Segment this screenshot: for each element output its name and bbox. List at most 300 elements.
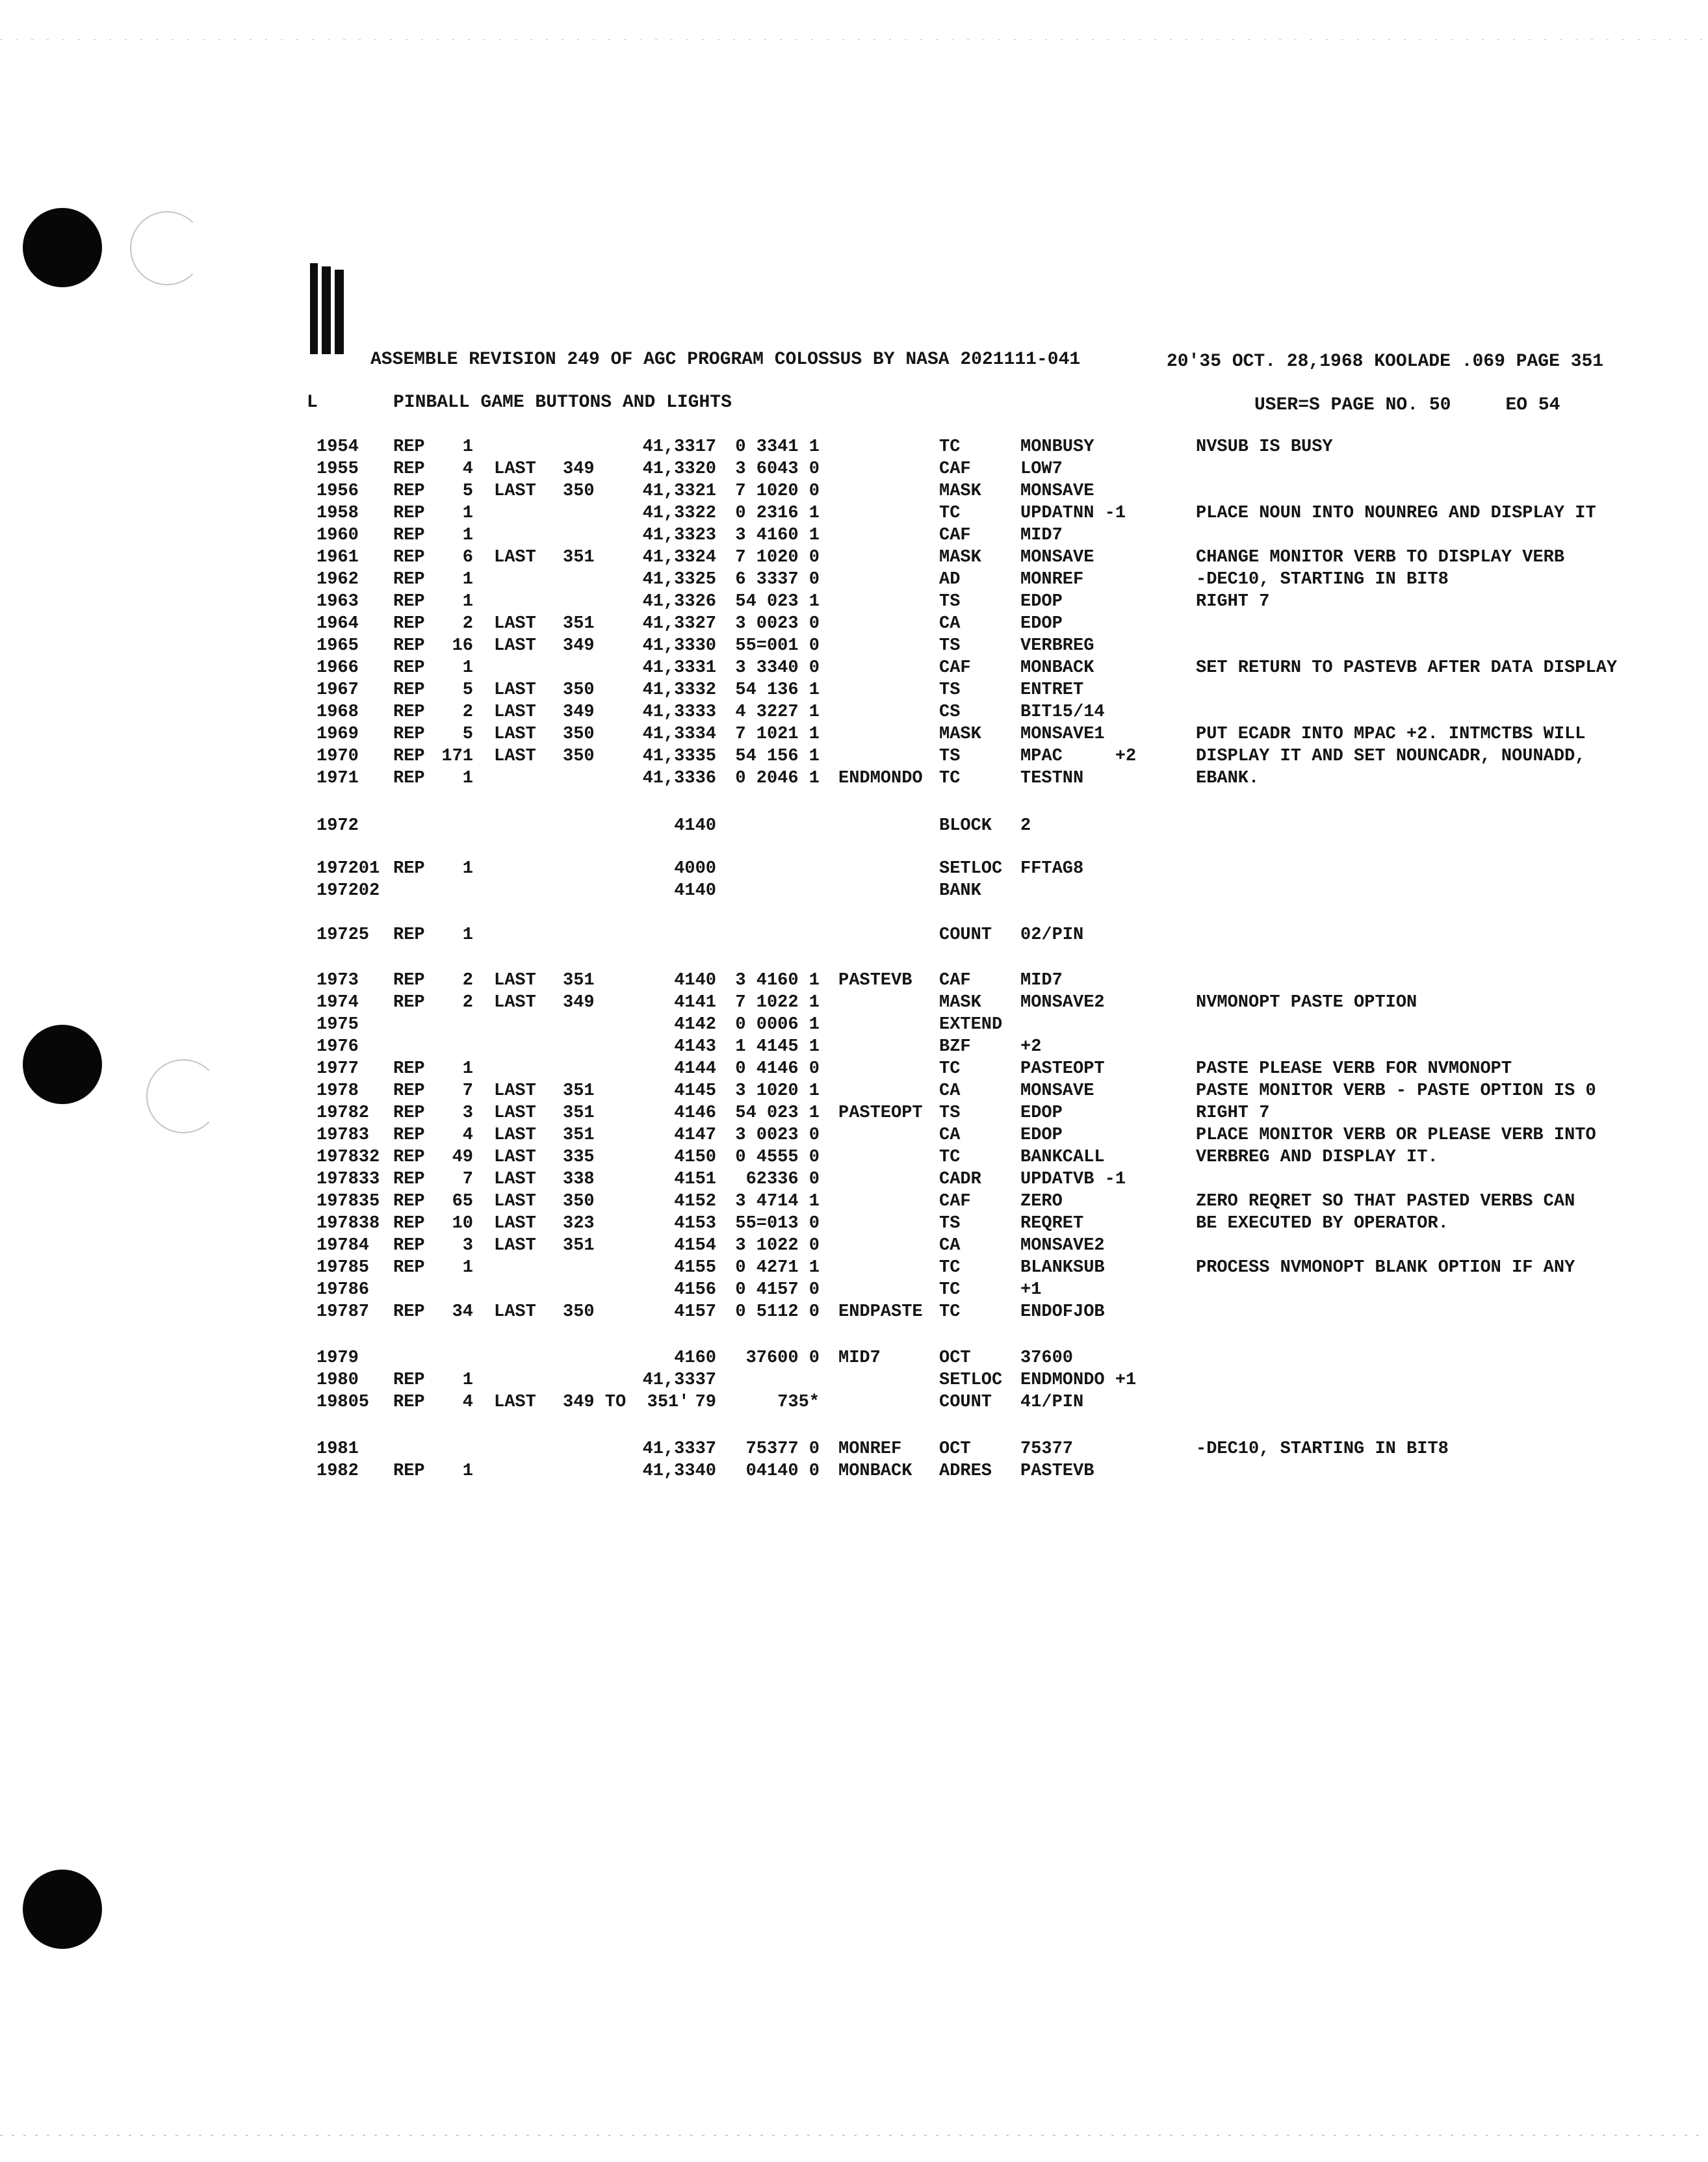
row-rep: REP [393, 548, 425, 567]
row-arg: ENDMONDO +1 [1020, 1371, 1137, 1390]
row-addr: 4157 [674, 1302, 716, 1322]
row-cnt: 1 [462, 1461, 473, 1481]
row-cmt: PASTE MONITOR VERB - PASTE OPTION IS 0 [1196, 1081, 1596, 1101]
row-code: 04140 0 [745, 1461, 820, 1481]
listing-row [0, 925, 1708, 947]
listing-row [0, 1170, 1708, 1192]
row-last: LAST [494, 993, 536, 1012]
row-arg: BLANKSUB [1020, 1258, 1105, 1278]
row-rep: REP [393, 636, 425, 656]
row-op: CAF [939, 459, 971, 479]
row-addr: 4142 [674, 1015, 716, 1035]
row-op: OCT [939, 1439, 971, 1459]
row-code: 735* [777, 1393, 820, 1412]
row-seq: 19785 [317, 1258, 370, 1278]
row-seq: 1965 [317, 636, 359, 656]
row-cnt: 4 [462, 1393, 473, 1412]
listing-row [0, 1258, 1708, 1280]
row-from: 350 [563, 680, 595, 700]
header-bar [310, 263, 318, 354]
row-cnt: 1 [462, 504, 473, 523]
row-last: LAST [494, 1126, 536, 1145]
listing-row [0, 1461, 1708, 1484]
row-op: MASK [939, 993, 981, 1012]
row-op: TS [939, 636, 961, 656]
row-from: 351 [563, 1236, 595, 1255]
row-addr: 4150 [674, 1148, 716, 1167]
row-last: LAST [494, 1170, 536, 1189]
row-cmt: PASTE PLEASE VERB FOR NVMONOPT [1196, 1059, 1512, 1079]
row-seq: 1971 [317, 769, 359, 788]
row-seq: 1973 [317, 971, 359, 990]
row-code: 0 2046 1 [735, 769, 820, 788]
row-cmt: RIGHT 7 [1196, 1103, 1270, 1123]
row-op: BLOCK [939, 816, 992, 836]
row-code: 3 0023 0 [735, 1126, 820, 1145]
row-arg: MONBUSY [1020, 437, 1094, 457]
row-arg: REQRET [1020, 1214, 1084, 1233]
row-arg: PASTEVB [1020, 1461, 1094, 1481]
row-code: 75377 0 [745, 1439, 820, 1459]
row-rep: REP [393, 702, 425, 722]
listing-row [0, 1371, 1708, 1393]
row-rep: REP [393, 859, 425, 879]
row-cmt: NVMONOPT PASTE OPTION [1196, 993, 1417, 1012]
row-cnt: 7 [462, 1081, 473, 1101]
listing-row [0, 1439, 1708, 1461]
row-op: TC [939, 769, 961, 788]
row-addr: 4160 [674, 1348, 716, 1368]
row-last: LAST [494, 725, 536, 744]
row-rep: REP [393, 680, 425, 700]
scan-edge-top [0, 39, 1708, 40]
row-cmt: -DEC10, STARTING IN BIT8 [1196, 570, 1449, 589]
row-rep: REP [393, 482, 425, 501]
row-cnt: 4 [462, 459, 473, 479]
row-arg: 02/PIN [1020, 925, 1084, 945]
row-seq: 1980 [317, 1371, 359, 1390]
listing-row [0, 636, 1708, 658]
assembly-timestamp: 20'35 OCT. 28,1968 KOOLADE .069 PAGE 351 [1167, 352, 1604, 372]
row-from: 349 [563, 636, 595, 656]
listing-row [0, 437, 1708, 459]
row-seq: 19782 [317, 1103, 370, 1123]
row-cnt: 6 [462, 548, 473, 567]
row-addr: 4155 [674, 1258, 716, 1278]
row-seq: 1982 [317, 1461, 359, 1481]
row-cmt: PUT ECADR INTO MPAC +2. INTMCTBS WILL [1196, 725, 1586, 744]
row-op: SETLOC [939, 859, 1003, 879]
row-arg: +1 [1020, 1280, 1042, 1300]
listing-row [0, 459, 1708, 482]
row-cnt: 5 [462, 482, 473, 501]
row-arg: BANKCALL [1020, 1148, 1105, 1167]
row-label: MONREF [838, 1439, 902, 1459]
row-arg: MONSAVE [1020, 548, 1094, 567]
row-code: 7 1020 0 [735, 482, 820, 501]
row-arg: 37600 [1020, 1348, 1074, 1368]
row-code: 3 0023 0 [735, 614, 820, 634]
row-label: PASTEOPT [838, 1103, 923, 1123]
row-seq: 19805 [317, 1393, 370, 1412]
row-op: TS [939, 1214, 961, 1233]
listing-row [0, 570, 1708, 592]
row-rep: REP [393, 526, 425, 545]
row-addr: 4153 [674, 1214, 716, 1233]
row-seq: 1970 [317, 747, 359, 766]
row-rep: REP [393, 592, 425, 611]
row-last: LAST [494, 1393, 536, 1412]
row-code: 3 6043 0 [735, 459, 820, 479]
row-arg: MONSAVE2 [1020, 993, 1105, 1012]
row-cnt: 34 [452, 1302, 473, 1322]
row-seq: 197201 [317, 859, 380, 879]
row-op: MASK [939, 482, 981, 501]
row-cnt: 65 [452, 1192, 473, 1211]
row-code: 7 1020 0 [735, 548, 820, 567]
row-seq: 1969 [317, 725, 359, 744]
row-from: 349 TO 351' [563, 1393, 690, 1412]
row-addr: 41,3317 [642, 437, 716, 457]
row-arg: EDOP [1020, 1103, 1063, 1123]
row-last: LAST [494, 1236, 536, 1255]
row-rep: REP [393, 1393, 425, 1412]
listing-row [0, 482, 1708, 504]
row-op: BZF [939, 1037, 971, 1057]
row-cnt: 2 [462, 971, 473, 990]
row-op: CAF [939, 658, 971, 678]
row-seq: 1958 [317, 504, 359, 523]
row-addr: 4151 [674, 1170, 716, 1189]
row-code: 54 023 1 [735, 1103, 820, 1123]
row-cmt: PLACE MONITOR VERB OR PLEASE VERB INTO [1196, 1126, 1596, 1145]
row-seq: 1963 [317, 592, 359, 611]
row-seq: 1962 [317, 570, 359, 589]
row-cmt: VERBREG AND DISPLAY IT. [1196, 1148, 1438, 1167]
row-arg: UPDATVB -1 [1020, 1170, 1126, 1189]
row-code: 0 5112 0 [735, 1302, 820, 1322]
row-rep: REP [393, 1236, 425, 1255]
row-seq: 19725 [317, 925, 370, 945]
row-rep: REP [393, 971, 425, 990]
row-addr: 4000 [674, 859, 716, 879]
listing-row [0, 1393, 1708, 1415]
row-code: 3 4160 1 [735, 971, 820, 990]
row-arg: ZERO [1020, 1192, 1063, 1211]
row-arg: EDOP [1020, 592, 1063, 611]
row-addr: 41,3333 [642, 702, 716, 722]
row-from: 338 [563, 1170, 595, 1189]
row-cmt: PROCESS NVMONOPT BLANK OPTION IF ANY [1196, 1258, 1575, 1278]
row-from: 350 [563, 725, 595, 744]
row-arg: MONREF [1020, 570, 1084, 589]
row-arg: VERBREG [1020, 636, 1094, 656]
listing-row [0, 1214, 1708, 1236]
row-arg: BIT15/14 [1020, 702, 1105, 722]
row-last: LAST [494, 1081, 536, 1101]
row-cnt: 4 [462, 1126, 473, 1145]
row-addr: 41,3334 [642, 725, 716, 744]
row-code: 3 4714 1 [735, 1192, 820, 1211]
listing-row [0, 859, 1708, 881]
row-code: 54 023 1 [735, 592, 820, 611]
row-op: TC [939, 1148, 961, 1167]
row-addr: 41,3327 [642, 614, 716, 634]
row-op: CAF [939, 526, 971, 545]
row-label: ENDMONDO [838, 769, 923, 788]
row-op: MASK [939, 725, 981, 744]
row-rep: REP [393, 1126, 425, 1145]
row-rep: REP [393, 1258, 425, 1278]
row-arg: MONSAVE [1020, 1081, 1094, 1101]
row-cnt: 2 [462, 614, 473, 634]
row-cnt: 171 [441, 747, 473, 766]
listing-row [0, 1192, 1708, 1214]
row-from: 351 [563, 1126, 595, 1145]
row-op: CA [939, 1081, 961, 1101]
row-addr: 41,3320 [642, 459, 716, 479]
row-cnt: 3 [462, 1103, 473, 1123]
binder-ring-top [130, 211, 204, 285]
row-addr: 41,3332 [642, 680, 716, 700]
row-cnt: 5 [462, 680, 473, 700]
row-cnt: 1 [462, 859, 473, 879]
row-cnt: 2 [462, 993, 473, 1012]
listing-row [0, 971, 1708, 993]
row-seq: 1954 [317, 437, 359, 457]
row-seq: 1955 [317, 459, 359, 479]
row-arg: EDOP [1020, 1126, 1063, 1145]
listing-row [0, 1037, 1708, 1059]
row-rep: REP [393, 658, 425, 678]
row-seq: 19786 [317, 1280, 370, 1300]
row-cmt: ZERO REQRET SO THAT PASTED VERBS CAN [1196, 1192, 1575, 1211]
row-code: 0 2316 1 [735, 504, 820, 523]
listing-row [0, 1302, 1708, 1324]
row-rep: REP [393, 769, 425, 788]
row-addr: 4156 [674, 1280, 716, 1300]
row-seq: 197838 [317, 1214, 380, 1233]
row-from: 351 [563, 614, 595, 634]
listing-type: L [307, 393, 318, 413]
row-label: ENDPASTE [838, 1302, 923, 1322]
row-op: CAF [939, 971, 971, 990]
row-arg: PASTEOPT [1020, 1059, 1105, 1079]
row-addr: 41,3321 [642, 482, 716, 501]
listing-row [0, 1015, 1708, 1037]
row-last: LAST [494, 614, 536, 634]
row-code: 4 3227 1 [735, 702, 820, 722]
row-seq: 197833 [317, 1170, 380, 1189]
row-cnt: 1 [462, 570, 473, 589]
row-code: 3 1020 1 [735, 1081, 820, 1101]
listing-row [0, 1348, 1708, 1371]
row-code: 54 136 1 [735, 680, 820, 700]
row-last: LAST [494, 1148, 536, 1167]
row-op: TC [939, 1258, 961, 1278]
row-addr: 41,3337 [642, 1371, 716, 1390]
row-seq: 1964 [317, 614, 359, 634]
row-seq: 19784 [317, 1236, 370, 1255]
row-cnt: 49 [452, 1148, 473, 1167]
listing-row [0, 702, 1708, 725]
row-seq: 197202 [317, 881, 380, 901]
row-cmt: EBANK. [1196, 769, 1260, 788]
row-addr: 4144 [674, 1059, 716, 1079]
row-cnt: 16 [452, 636, 473, 656]
row-from: 351 [563, 1103, 595, 1123]
row-arg: FFTAG8 [1020, 859, 1084, 879]
row-op: TC [939, 1059, 961, 1079]
row-rep: REP [393, 1371, 425, 1390]
row-arg: MONSAVE [1020, 482, 1094, 501]
row-seq: 19783 [317, 1126, 370, 1145]
listing-row [0, 725, 1708, 747]
row-seq: 1966 [317, 658, 359, 678]
row-op: TS [939, 592, 961, 611]
row-cmt: CHANGE MONITOR VERB TO DISPLAY VERB [1196, 548, 1565, 567]
row-arg: 2 [1020, 816, 1031, 836]
row-from: 351 [563, 971, 595, 990]
row-addr: 41,3322 [642, 504, 716, 523]
row-last: LAST [494, 702, 536, 722]
row-seq: 1976 [317, 1037, 359, 1057]
row-seq: 1961 [317, 548, 359, 567]
row-arg: ENDOFJOB [1020, 1302, 1105, 1322]
user-page-number: USER=S PAGE NO. 50 EO 54 [1254, 395, 1560, 415]
row-cnt: 1 [462, 437, 473, 457]
row-addr: 41,3330 [642, 636, 716, 656]
row-addr: 41,3326 [642, 592, 716, 611]
row-rep: REP [393, 459, 425, 479]
row-seq: 1977 [317, 1059, 359, 1079]
row-op: CA [939, 1126, 961, 1145]
row-from: 323 [563, 1214, 595, 1233]
row-cnt: 1 [462, 1371, 473, 1390]
row-cmt: BE EXECUTED BY OPERATOR. [1196, 1214, 1449, 1233]
row-cnt: 10 [452, 1214, 473, 1233]
row-seq: 197832 [317, 1148, 380, 1167]
row-last: LAST [494, 1192, 536, 1211]
row-rep: REP [393, 504, 425, 523]
row-addr: 4146 [674, 1103, 716, 1123]
row-addr: 41,3335 [642, 747, 716, 766]
row-cmt: SET RETURN TO PASTEVB AFTER DATA DISPLAY [1196, 658, 1618, 678]
row-arg: TESTNN [1020, 769, 1084, 788]
row-label: MID7 [838, 1348, 881, 1368]
row-rep: REP [393, 614, 425, 634]
row-arg: 41/PIN [1020, 1393, 1084, 1412]
row-addr: 79 [695, 1393, 716, 1412]
row-op: TC [939, 437, 961, 457]
binder-hole-top [23, 208, 102, 287]
row-cnt: 1 [462, 658, 473, 678]
row-last: LAST [494, 1103, 536, 1123]
row-addr: 41,3331 [642, 658, 716, 678]
row-last: LAST [494, 548, 536, 567]
row-seq: 19787 [317, 1302, 370, 1322]
row-code: 0 4157 0 [735, 1280, 820, 1300]
row-arg: MID7 [1020, 526, 1063, 545]
row-rep: REP [393, 747, 425, 766]
row-code: 3 1022 0 [735, 1236, 820, 1255]
listing-row [0, 1236, 1708, 1258]
row-arg: 75377 [1020, 1439, 1074, 1459]
row-op: CADR [939, 1170, 981, 1189]
listing-row [0, 1103, 1708, 1126]
row-addr: 4147 [674, 1126, 716, 1145]
row-from: 350 [563, 1302, 595, 1322]
row-seq: 1974 [317, 993, 359, 1012]
listing-row [0, 993, 1708, 1015]
row-cnt: 1 [462, 769, 473, 788]
row-code: 6 3337 0 [735, 570, 820, 589]
row-rep: REP [393, 437, 425, 457]
row-op: SETLOC [939, 1371, 1003, 1390]
row-addr: 4141 [674, 993, 716, 1012]
row-cnt: 2 [462, 702, 473, 722]
row-code: 0 3341 1 [735, 437, 820, 457]
scan-edge-bottom [0, 2135, 1708, 2136]
listing-row [0, 769, 1708, 791]
row-last: LAST [494, 482, 536, 501]
row-from: 350 [563, 1192, 595, 1211]
row-cmt: DISPLAY IT AND SET NOUNCADR, NOUNADD, [1196, 747, 1586, 766]
row-code: 1 4145 1 [735, 1037, 820, 1057]
listing-row [0, 1280, 1708, 1302]
row-op: CA [939, 614, 961, 634]
row-last: LAST [494, 459, 536, 479]
row-addr: 41,3336 [642, 769, 716, 788]
row-code: 37600 0 [745, 1348, 820, 1368]
row-addr: 41,3325 [642, 570, 716, 589]
row-addr: 4145 [674, 1081, 716, 1101]
listing-title: PINBALL GAME BUTTONS AND LIGHTS [393, 393, 732, 413]
row-addr: 4152 [674, 1192, 716, 1211]
row-seq: 1975 [317, 1015, 359, 1035]
row-from: 349 [563, 459, 595, 479]
row-cnt: 1 [462, 526, 473, 545]
row-addr: 41,3323 [642, 526, 716, 545]
row-arg: UPDATNN -1 [1020, 504, 1126, 523]
row-from: 335 [563, 1148, 595, 1167]
row-seq: 1968 [317, 702, 359, 722]
row-last: LAST [494, 636, 536, 656]
row-op: CA [939, 1236, 961, 1255]
row-code: 55=001 0 [735, 636, 820, 656]
row-seq: 197835 [317, 1192, 380, 1211]
row-op: OCT [939, 1348, 971, 1368]
row-rep: REP [393, 1170, 425, 1189]
row-code: 54 156 1 [735, 747, 820, 766]
row-from: 350 [563, 482, 595, 501]
listing-row [0, 1081, 1708, 1103]
row-cnt: 3 [462, 1236, 473, 1255]
row-seq: 1981 [317, 1439, 359, 1459]
row-code: 62336 0 [745, 1170, 820, 1189]
listing-row [0, 816, 1708, 838]
row-seq: 1956 [317, 482, 359, 501]
listing-row [0, 548, 1708, 570]
row-code: 55=013 0 [735, 1214, 820, 1233]
row-seq: 1978 [317, 1081, 359, 1101]
row-cnt: 1 [462, 1258, 473, 1278]
row-rep: REP [393, 570, 425, 589]
row-addr: 41,3324 [642, 548, 716, 567]
row-code: 3 4160 1 [735, 526, 820, 545]
row-op: CAF [939, 1192, 971, 1211]
row-op: TS [939, 1103, 961, 1123]
